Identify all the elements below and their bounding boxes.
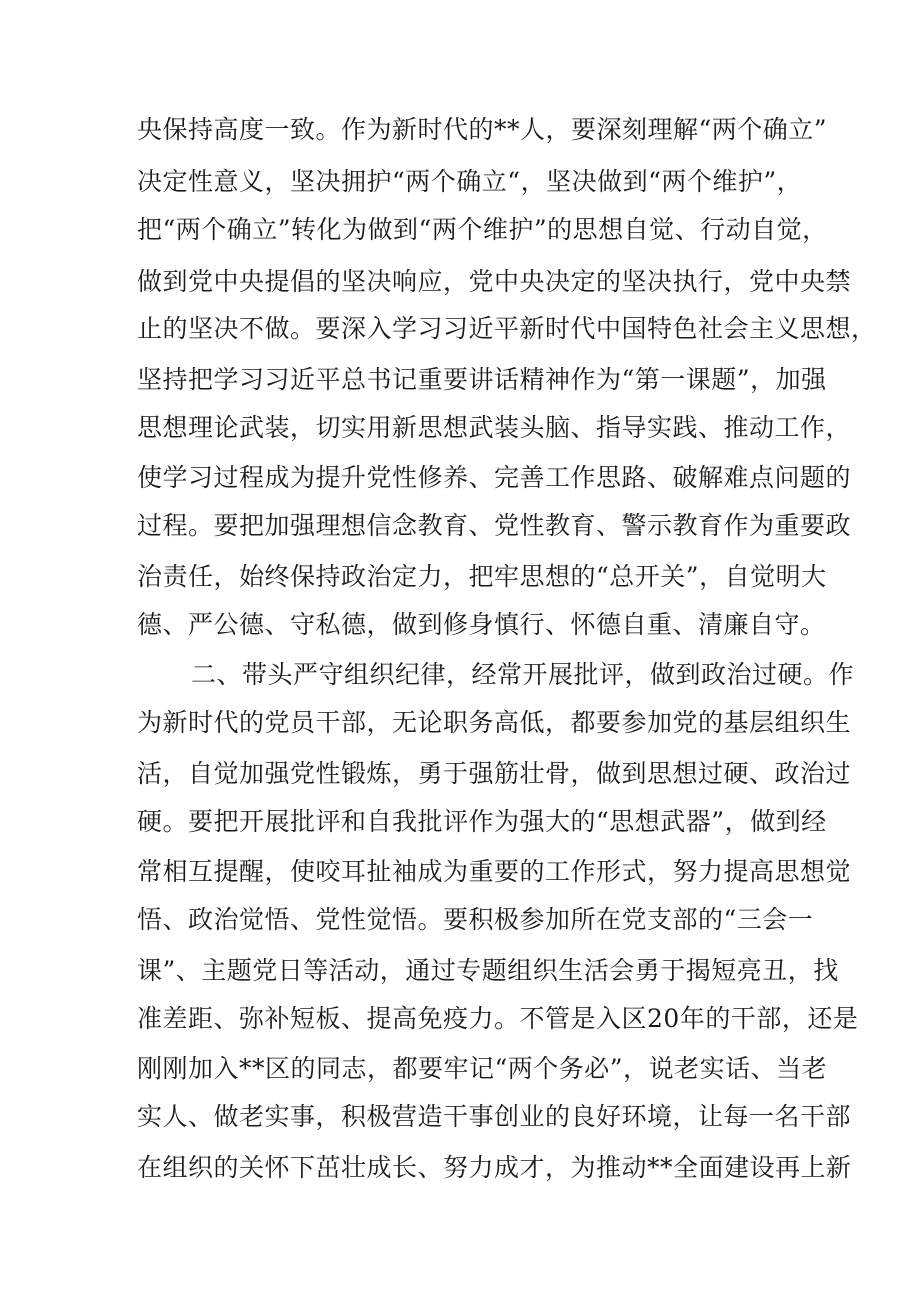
text-line: 治责任，始终保持政治定力，把牢思想的“总开关”，自觉明大 — [137, 562, 827, 591]
text-line: 把“两个确立”转化为做到“两个维护”的思想自觉、行动自觉， — [137, 215, 828, 244]
text-line: 二、带头严守组织纪律，经常开展批评，做到政治过硬。作 — [191, 660, 855, 689]
text-line: 硬。要把开展批评和自我批评作为强大的“思想武器”，做到经 — [137, 807, 827, 836]
text-line: 使学习过程成为提升党性修养、完善工作思路、破解难点问题的 — [137, 463, 852, 492]
text-line: 活，自觉加强党性锻炼，勇于强筋壮骨，做到思想过硬、政治过 — [137, 759, 852, 788]
text-line: 常相互提醒，使咬耳扯袖成为重要的工作形式，努力提高思想觉 — [137, 857, 852, 886]
text-line: 思想理论武装，切实用新思想武装头脑、指导实践、推动工作， — [137, 413, 852, 442]
text-line: 止的坚决不做。要深入学习习近平新时代中国特色社会主义思想， — [137, 314, 877, 343]
text-line: 准差距、弥补短板、提高免疫力。不管是入区20年的干部，还是 — [137, 1004, 859, 1033]
text-line: 决定性意义，坚决拥护“两个确立“，坚决做到“两个维护”， — [137, 167, 803, 196]
text-line: 实人、做老实事，积极营造干事创业的良好环境，让每一名干部 — [137, 1102, 852, 1131]
text-line: 过程。要把加强理想信念教育、党性教育、警示教育作为重要政 — [137, 511, 852, 540]
text-line: 悟、政治觉悟、党性觉悟。要积极参加所在党支部的“三会一 — [137, 905, 814, 934]
text-line: 在组织的关怀下茁壮成长、努力成才，为推动**全面建设再上新 — [137, 1153, 852, 1182]
text-line: 做到党中央提倡的坚决响应，党中央决定的坚决执行，党中央禁 — [137, 267, 852, 296]
text-line: 课”、主题党日等活动，通过专题组织生活会勇于揭短亮丑，找 — [137, 956, 839, 985]
text-line: 为新时代的党员干部，无论职务高低，都要参加党的基层组织生 — [137, 708, 852, 737]
text-line: 坚持把学习习近平总书记重要讲话精神作为“第一课题”，加强 — [137, 365, 827, 394]
text-line: 德、严公德、守私德，做到修身慎行、怀德自重、清廉自守。 — [137, 610, 826, 639]
text-line: 央保持高度一致。作为新时代的**人，要深刻理解“两个确立” — [137, 115, 828, 144]
text-line: 刚刚加入**区的同志，都要牢记“两个务必”，说老实话、当老 — [137, 1054, 828, 1083]
